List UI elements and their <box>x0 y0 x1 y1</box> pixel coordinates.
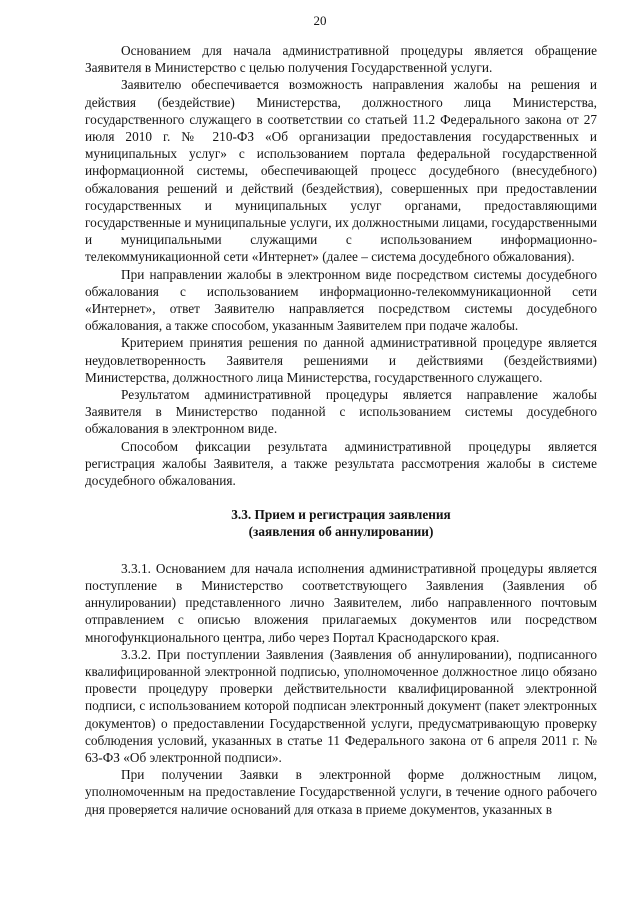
section-heading-title: 3.3. Прием и регистрация заявления <box>231 507 451 523</box>
paragraph: Заявителю обеспечивается возможность направления жалобы на решения и действия (бездействие) Министерства, должностного лица Министерства, государственного служащего в соответствии со статьей 11.2 Федерального закона от 27 июля 2010 г. № 210-ФЗ «Об организации предоставления государственных и муниципальных услуг» с использованием портала федеральной государственной информационной системы, обеспечивающей процесс досудебного (внесудебного) обжалования решений и действий (бездействия), совершенных при предоставлении государственных и муниципальных услуг органами, предоставляющими государственные и муниципальные услуги, их должностными лицами, государственными и муниципальными служащими с использованием информационно-телекоммуникационной сети «Интернет» (далее – система досудебного обжалования). <box>85 77 597 265</box>
paragraph: Результатом административной процедуры является направление жалобы Заявителя в Министерство поданной с использованием системы досудебного обжалования в электронном виде. <box>85 387 597 437</box>
paragraph: 3.3.2. При поступлении Заявления (Заявления об аннулировании), подписанного квалифицированной электронной подписью, уполномоченное должностное лицо обязано провести процедуру проверки действительности квалифицированной электронной подписи, с использованием которой подписан электронный документ (пакет электронных документов) о предоставлении Государственной услуги, предусматривающую проверку соблюдения условий, указанных в статье 11 Федерального закона от 6 апреля 2011 г. № 63-ФЗ «Об электронной подписи». <box>85 646 597 765</box>
paragraph: При получении Заявки в электронной форме должностным лицом, уполномоченным на предоставление Государственной услуги, в течение одного рабочего дня проверяется наличие оснований для отказа в приеме документов, указанных в <box>85 767 597 817</box>
paragraph: Способом фиксации результата административной процедуры является регистрация жалобы Заявителя, а также результата рассмотрения жалобы в системе досудебного обжалования. <box>85 438 597 489</box>
section-heading <box>85 506 597 540</box>
paragraph: Критерием принятия решения по данной административной процедуре является неудовлетворенность Заявителя решениями и действиями (бездействиями) Министерства, должностного лица Министерства, государственного служащего. <box>85 335 597 385</box>
section-heading-subtitle: (заявления об аннулировании) <box>248 524 434 540</box>
document-body <box>85 42 597 818</box>
paragraph: Основанием для начала административной процедуры является обращение Заявителя в Министерство с целью получения Государственной услуги. <box>85 43 597 76</box>
paragraph: При направлении жалобы в электронном виде посредством системы досудебного обжалования с использованием информационно-телекоммуникационной сети «Интернет», ответ Заявителю направляется посредством системы досудебного обжалования, а также способом, указанным Заявителем при подаче жалобы. <box>85 266 597 334</box>
page-number: 20 <box>313 13 327 28</box>
paragraph: 3.3.1. Основанием для начала исполнения административной процедуры является поступление в Министерство соответствующего Заявления (Заявления об аннулировании) представленного лично Заявителем, либо направленного почтовым отправлением с описью вложения прилагаемых документов или посредством многофункционального центра, либо через Портал Краснодарского края. <box>85 560 597 645</box>
